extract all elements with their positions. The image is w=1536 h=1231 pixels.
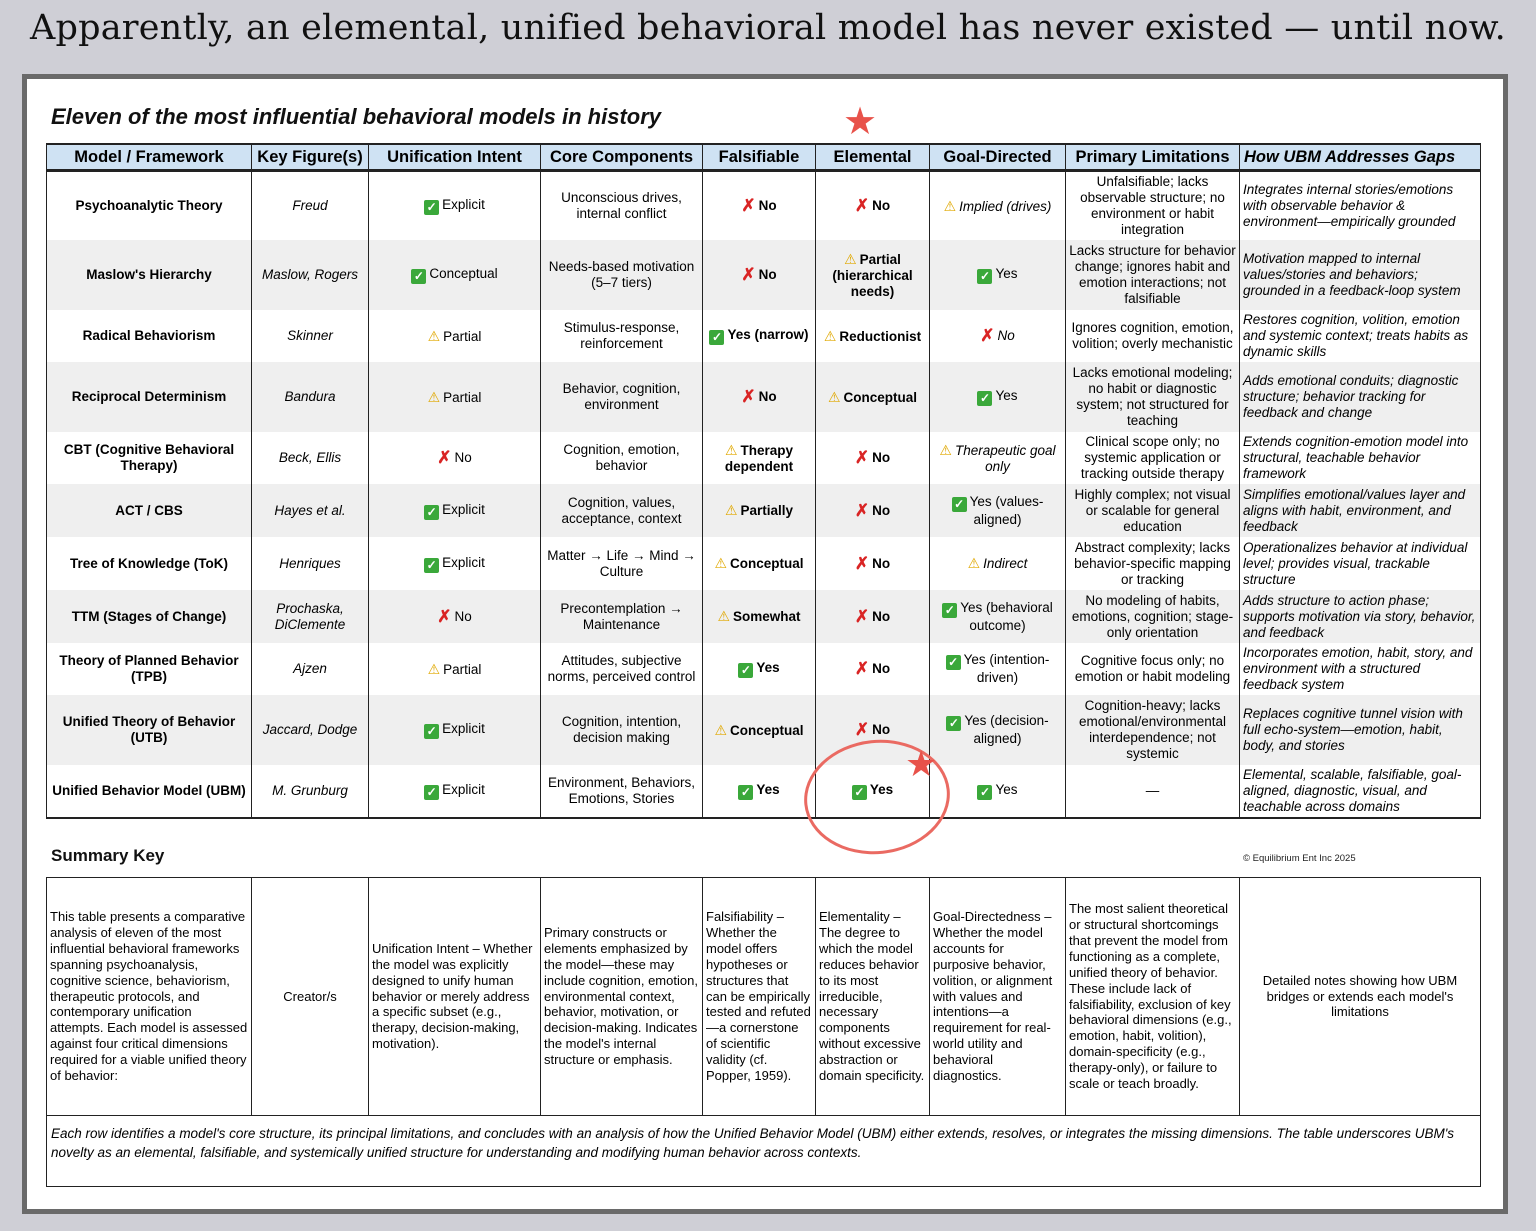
check-mark-icon: ✓ (424, 505, 439, 520)
goal-directed-cell (930, 643, 1066, 695)
status-label: Yes (decision-aligned) (964, 713, 1049, 746)
ubm-addresses-gaps: Adds structure to action phase; supports motivation via story, behavior, and feedback (1240, 590, 1481, 643)
status-label: Reductionist (839, 328, 922, 344)
goal-directed-cell (930, 590, 1066, 643)
elemental-cell (816, 240, 930, 310)
status-label: Explicit (442, 721, 485, 736)
status-label: Yes (intention-driven) (963, 652, 1050, 685)
summary-key-title: Summary Key (51, 846, 165, 865)
warning-icon: ⚠ (844, 250, 857, 267)
warning-icon: ⚠ (427, 660, 441, 677)
summary-falsifiable: Falsifiability – Whether the model offers hypotheses or structures that can be empirically tested and refuted—a cornerstone of scientific validity (cf. Popper, 1959). (703, 878, 816, 1116)
falsifiable-cell (703, 240, 816, 310)
warning-icon: ⚠ (724, 441, 738, 458)
model-name: TTM (Stages of Change) (47, 590, 252, 643)
primary-limitations: Highly complex; not visual or scalable for general education (1066, 484, 1240, 537)
ubm-addresses-gaps: Replaces cognitive tunnel vision with full echo-system—emotion, habit, body, and stories (1240, 695, 1481, 765)
ubm-addresses-gaps: Simplifies emotional/values layer and aligns with habit, environment, and feedback (1240, 484, 1481, 537)
cross-mark-icon: ✗ (854, 606, 870, 626)
header-unification-intent: Unification Intent (369, 144, 541, 171)
falsifiable-cell (703, 765, 816, 818)
primary-limitations: Ignores cognition, emotion, volition; overly mechanistic (1066, 310, 1240, 362)
goal-directed-cell (930, 362, 1066, 432)
key-figures: Maslow, Rogers (252, 240, 369, 310)
table-row (47, 240, 1481, 310)
status-label: Explicit (442, 554, 485, 570)
warning-icon: ⚠ (823, 327, 837, 344)
header-goal-directed: Goal-Directed (930, 144, 1066, 171)
key-figures: Henriques (252, 537, 369, 590)
key-figures: Hayes et al. (252, 484, 369, 537)
model-name: Tree of Knowledge (ToK) (47, 537, 252, 590)
primary-limitations: Abstract complexity; lacks behavior-specific mapping or tracking (1066, 537, 1240, 590)
unification-intent-cell (369, 590, 541, 643)
cross-mark-icon: ✗ (854, 196, 870, 215)
unification-intent-cell (369, 362, 541, 432)
key-figures: Ajzen (252, 643, 369, 695)
status-label: Therapy dependent (724, 442, 794, 474)
status-label: Conceptual (843, 389, 918, 405)
document-title: Eleven of the most influential behavioral models in history (51, 104, 662, 129)
status-label: Partial (443, 661, 482, 677)
summary-core-components: Primary constructs or elements emphasized by the model—these may include cognition, emotion, environmental context, behavior, motivation, or decision-making. Indicates the model's internal structure or emphasis. (541, 878, 703, 1116)
status-label: Therapeutic goal only (954, 442, 1056, 474)
summary-footer-note: Each row identifies a model's core structure, its principal limitations, and concludes with an analysis of how the Unified Behavior Model (UBM) either extends, resolves, or integrates the missing dimensions. The table underscores UBM's novelty as an elemental, falsifiable, and systemically unified structure for understanding and modifying human behavior across contexts. (47, 1116, 1481, 1187)
model-name: Radical Behaviorism (47, 310, 252, 362)
summary-intro: This table presents a comparative analysis of eleven of the most influential behavioral frameworks spanning psychoanalysis, cognitive science, behaviorism, therapeutic protocols, and contemporary unification attempts. Each model is assessed against four critical dimensions required for a viable unified theory of behavior: (47, 878, 252, 1116)
cross-mark-icon: ✗ (854, 500, 870, 520)
warning-icon: ⚠ (724, 502, 738, 518)
primary-limitations: Lacks emotional modeling; no habit or diagnostic system; not structured for teaching (1066, 362, 1240, 432)
model-name: Psychoanalytic Theory (47, 171, 252, 241)
check-mark-icon: ✓ (977, 785, 992, 800)
summary-footer-row (47, 1116, 1481, 1187)
cross-mark-icon: ✗ (741, 265, 756, 284)
status-label: No (872, 198, 891, 213)
status-label: Explicit (442, 501, 485, 517)
cross-mark-icon: ✗ (980, 326, 995, 345)
unification-intent-cell (369, 695, 541, 765)
primary-limitations: Cognition-heavy; lacks emotional/environmental interdependence; not systemic (1066, 695, 1240, 765)
warning-icon: ⚠ (717, 608, 731, 624)
status-label: Conceptual (730, 722, 804, 738)
status-label: Yes (756, 782, 780, 797)
table-header-row (47, 144, 1481, 171)
status-label: Yes (995, 266, 1018, 281)
status-label: Partial (443, 389, 482, 405)
check-mark-icon: ✓ (709, 330, 724, 345)
core-components: Precontemplation → Maintenance (541, 590, 703, 643)
ubm-addresses-gaps: Integrates internal stories/emotions with observable behavior & environment—empirically grounded (1240, 171, 1481, 241)
check-mark-icon: ✓ (424, 558, 439, 573)
check-mark-icon: ✓ (411, 269, 426, 284)
key-figures: Prochaska, DiClemente (252, 590, 369, 643)
goal-directed-cell (930, 240, 1066, 310)
core-components: Matter → Life → Mind → Culture (541, 537, 703, 590)
unification-intent-cell (369, 432, 541, 484)
falsifiable-cell (703, 643, 816, 695)
core-components: Cognition, values, acceptance, context (541, 484, 703, 537)
goal-directed-cell (930, 765, 1066, 818)
warning-icon: ⚠ (967, 555, 981, 571)
model-name: CBT (Cognitive Behavioral Therapy) (47, 432, 252, 484)
cross-mark-icon: ✗ (741, 387, 756, 406)
primary-limitations: Cognitive focus only; no emotion or habit modeling (1066, 643, 1240, 695)
falsifiable-cell (703, 590, 816, 643)
model-name: ACT / CBS (47, 484, 252, 537)
elemental-cell (816, 310, 930, 362)
header-model: Model / Framework (47, 144, 252, 171)
warning-icon: ⚠ (427, 388, 441, 405)
header-key-figures: Key Figure(s) (252, 144, 369, 171)
model-name: Maslow's Hierarchy (47, 240, 252, 310)
table-row (47, 484, 1481, 537)
falsifiable-cell (703, 171, 816, 241)
status-label: Indirect (983, 556, 1028, 571)
summary-limitations: The most salient theoretical or structural shortcomings that prevent the model from functioning as a complete, unified theory of behavior. These include lack of falsifiability, exclusion of key behavioral dimensions (e.g., emotion, habit, volition), domain-specificity (e.g., therapy-only), or failure to scale or teach broadly. (1066, 878, 1240, 1116)
star-icon: ★ (905, 743, 938, 784)
check-mark-icon: ✓ (946, 655, 961, 670)
table-row (47, 310, 1481, 362)
check-mark-icon: ✓ (424, 724, 439, 739)
primary-limitations: Lacks structure for behavior change; ignores habit and emotion interactions; not falsifiable (1066, 240, 1240, 310)
star-icon: ★ (843, 101, 878, 143)
core-components: Cognition, emotion, behavior (541, 432, 703, 484)
primary-limitations: — (1066, 765, 1240, 818)
check-mark-icon: ✓ (738, 663, 753, 678)
check-mark-icon: ✓ (852, 785, 867, 800)
elemental-cell (816, 537, 930, 590)
unification-intent-cell (369, 765, 541, 818)
table-row (47, 362, 1481, 432)
unification-intent-cell (369, 240, 541, 310)
status-label: No (454, 608, 472, 624)
status-label: Explicit (442, 197, 485, 212)
status-label: Yes (995, 388, 1018, 403)
model-name: Theory of Planned Behavior (TPB) (47, 643, 252, 695)
core-components: Attitudes, subjective norms, perceived control (541, 643, 703, 695)
falsifiable-cell (703, 695, 816, 765)
cross-mark-icon: ✗ (437, 606, 452, 626)
header-core-components: Core Components (541, 144, 703, 171)
ubm-addresses-gaps: Adds emotional conduits; diagnostic structure; behavior tracking for feedback and change (1240, 362, 1481, 432)
summary-key-figures: Creator/s (252, 878, 369, 1116)
goal-directed-cell (930, 310, 1066, 362)
key-figures: Freud (252, 171, 369, 241)
status-label: No (758, 267, 777, 282)
key-figures: Jaccard, Dodge (252, 695, 369, 765)
key-figures: Beck, Ellis (252, 432, 369, 484)
status-label: Partially (740, 503, 794, 518)
status-label: Conceptual (429, 266, 498, 281)
cross-mark-icon: ✗ (854, 448, 870, 467)
warning-icon: ⚠ (943, 197, 957, 214)
status-label: Partial (hierarchical needs) (832, 251, 913, 299)
table-row (47, 765, 1481, 818)
warning-icon: ⚠ (427, 327, 441, 344)
falsifiable-cell (703, 310, 816, 362)
primary-limitations: No modeling of habits, emotions, cognition; stage-only orientation (1066, 590, 1240, 643)
goal-directed-cell (930, 432, 1066, 484)
status-label: Partial (443, 328, 482, 344)
key-figures: Bandura (252, 362, 369, 432)
core-components: Needs-based motivation (5–7 tiers) (541, 240, 703, 310)
status-label: No (872, 555, 891, 571)
models-comparison-table (46, 143, 1481, 819)
model-name: Unified Behavior Model (UBM) (47, 765, 252, 818)
cross-mark-icon: ✗ (741, 196, 756, 215)
primary-limitations: Clinical scope only; no systemic application or tracking outside therapy (1066, 432, 1240, 484)
elemental-cell (816, 590, 930, 643)
cross-mark-icon: ✗ (437, 448, 452, 467)
goal-directed-cell (930, 537, 1066, 590)
warning-icon: ⚠ (827, 388, 841, 405)
table-row (47, 590, 1481, 643)
elemental-cell (816, 362, 930, 432)
summary-ubm-gaps: Detailed notes showing how UBM bridges or extends each model's limitations (1240, 878, 1481, 1116)
unification-intent-cell (369, 537, 541, 590)
copyright-notice: © Equilibrium Ent Inc 2025 (1243, 853, 1356, 864)
ubm-addresses-gaps: Operationalizes behavior at individual level; provides visual, trackable structure (1240, 537, 1481, 590)
warning-icon: ⚠ (714, 721, 728, 738)
status-label: No (872, 661, 891, 676)
check-mark-icon: ✓ (946, 716, 961, 731)
status-label: No (997, 328, 1015, 343)
core-components: Environment, Behaviors, Emotions, Stories (541, 765, 703, 818)
key-figures: Skinner (252, 310, 369, 362)
table-row (47, 432, 1481, 484)
unification-intent-cell (369, 171, 541, 241)
status-label: Implied (drives) (959, 198, 1052, 214)
falsifiable-cell (703, 432, 816, 484)
core-components: Unconscious drives, internal conflict (541, 171, 703, 241)
summary-unification-intent: Unification Intent – Whether the model was explicitly designed to unify human behavior or merely address a specific subset (e.g., therapy, decision-making, motivation). (369, 878, 541, 1116)
summary-elemental: Elementality – The degree to which the model reduces behavior to its most irreducible, necessary components without excessive abstraction or domain specificity. (816, 878, 930, 1116)
ubm-addresses-gaps: Extends cognition-emotion model into structural, teachable behavior framework (1240, 432, 1481, 484)
header-falsifiable: Falsifiable (703, 144, 816, 171)
core-components: Cognition, intention, decision making (541, 695, 703, 765)
status-label: Conceptual (730, 556, 804, 571)
table-row (47, 643, 1481, 695)
check-mark-icon: ✓ (977, 269, 992, 284)
status-label: Somewhat (733, 609, 801, 624)
status-label: Yes (869, 782, 894, 797)
core-components: Behavior, cognition, environment (541, 362, 703, 432)
status-label: No (758, 389, 777, 404)
warning-icon: ⚠ (939, 441, 952, 458)
elemental-cell (816, 643, 930, 695)
cross-mark-icon: ✗ (854, 553, 870, 573)
status-label: Explicit (442, 782, 485, 797)
unification-intent-cell (369, 484, 541, 537)
check-mark-icon: ✓ (942, 603, 957, 618)
ubm-addresses-gaps: Incorporates emotion, habit, story, and environment with a structured feedback system (1240, 643, 1481, 695)
header-primary-limitations: Primary Limitations (1066, 144, 1240, 171)
summary-key-table (46, 877, 1481, 1187)
ubm-addresses-gaps: Restores cognition, volition, emotion and systemic context; treats habits as dynamic skills (1240, 310, 1481, 362)
unification-intent-cell (369, 310, 541, 362)
table-row (47, 171, 1481, 241)
cross-mark-icon: ✗ (854, 720, 870, 739)
model-name: Reciprocal Determinism (47, 362, 252, 432)
goal-directed-cell (930, 484, 1066, 537)
table-row (47, 695, 1481, 765)
status-label: Yes (995, 782, 1018, 797)
goal-directed-cell (930, 171, 1066, 241)
header-ubm-gaps: How UBM Addresses Gaps (1240, 144, 1481, 171)
status-label: Yes (behavioral outcome) (960, 599, 1053, 633)
unification-intent-cell (369, 643, 541, 695)
core-components: Stimulus-response, reinforcement (541, 310, 703, 362)
status-label: No (758, 198, 777, 213)
check-mark-icon: ✓ (424, 200, 439, 215)
check-mark-icon: ✓ (952, 497, 967, 512)
elemental-cell (816, 432, 930, 484)
summary-goal-directed: Goal-Directedness – Whether the model accounts for purposive behavior, volition, or alignment with values and intentions—a requirement for real-world utility and behavioral diagnostics. (930, 878, 1066, 1116)
status-label: No (454, 450, 472, 465)
status-label: Yes (narrow) (727, 327, 809, 342)
page-headline: Apparently, an elemental, unified behavioral model has never existed — until now. (30, 8, 1506, 48)
falsifiable-cell (703, 537, 816, 590)
goal-directed-cell (930, 695, 1066, 765)
key-figures: M. Grunburg (252, 765, 369, 818)
ubm-addresses-gaps: Elemental, scalable, falsifiable, goal-aligned, diagnostic, visual, and teachable across domains (1240, 765, 1481, 818)
status-label: No (872, 502, 891, 518)
status-label: No (872, 722, 891, 737)
falsifiable-cell (703, 484, 816, 537)
primary-limitations: Unfalsifiable; lacks observable structure; no environment or habit integration (1066, 171, 1240, 241)
check-mark-icon: ✓ (977, 391, 992, 406)
check-mark-icon: ✓ (738, 785, 753, 800)
cross-mark-icon: ✗ (854, 659, 870, 678)
warning-icon: ⚠ (714, 555, 728, 571)
table-row (47, 537, 1481, 590)
status-label: Yes (values-aligned) (969, 493, 1044, 527)
header-elemental: Elemental (816, 144, 930, 171)
status-label: Yes (756, 660, 780, 675)
elemental-cell (816, 484, 930, 537)
falsifiable-cell (703, 362, 816, 432)
summary-key-row (47, 878, 1481, 1116)
status-label: No (872, 450, 891, 465)
status-label: No (872, 608, 891, 624)
elemental-cell (816, 171, 930, 241)
ubm-addresses-gaps: Motivation mapped to internal values/stories and behaviors; grounded in a feedback-loop system (1240, 240, 1481, 310)
check-mark-icon: ✓ (424, 785, 439, 800)
model-name: Unified Theory of Behavior (UTB) (47, 695, 252, 765)
